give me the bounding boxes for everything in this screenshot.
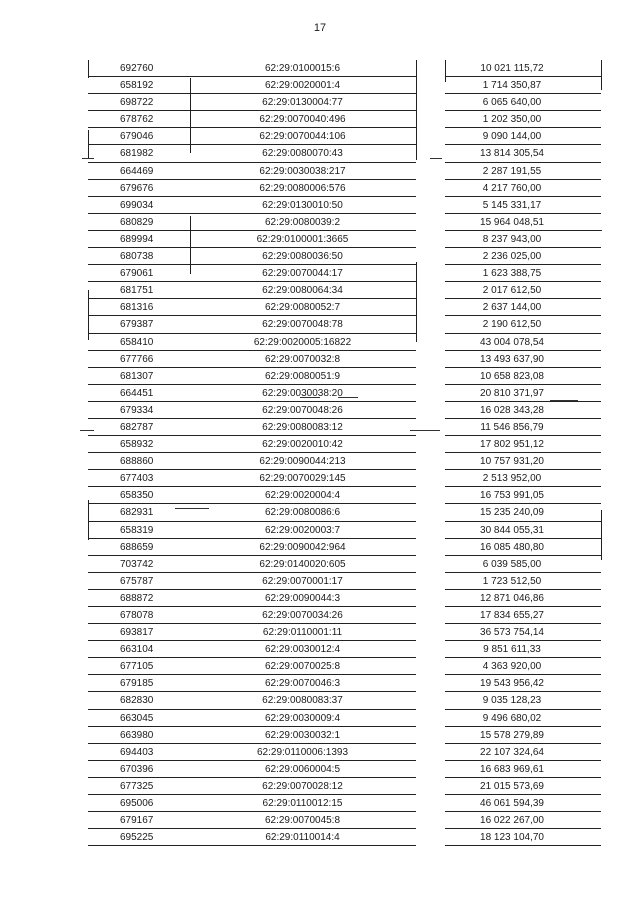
cadastral-number: 62:29:0110001:11 [262,627,343,639]
table-row [0,385,640,402]
cadastral-value: 13 493 637,90 [480,353,544,365]
cadastral-number: 62:29:0020001:4 [264,80,341,92]
cadastral-value: 16 683 969,61 [480,763,544,775]
cadastral-value: 21 015 573,69 [480,780,544,792]
row-id: 663045 [120,712,154,724]
row-id: 679061 [120,268,154,280]
cadastral-number: 62:29:0070048:78 [262,319,343,331]
row-id: 670396 [120,763,154,775]
cadastral-number: 62:29:0110014:4 [265,832,340,844]
table-row [0,504,640,521]
cadastral-number: 62:29:0030038:217 [259,165,346,177]
cadastral-value: 4 363 920,00 [482,661,542,673]
table-row [0,744,640,761]
cadastral-number: 62:29:0080052:7 [264,302,341,314]
table-row [0,795,640,812]
row-id: 681982 [120,148,154,160]
row-id: 664451 [120,387,154,399]
cadastral-value: 2 637 144,00 [482,302,542,314]
cadastral-number: 62:29:0060004:5 [264,763,341,775]
row-id: 692760 [120,63,154,74]
cadastral-value: 1 202 350,00 [482,114,542,126]
row-id: 658350 [120,490,154,502]
cadastral-number: 62:29:0110012:15 [262,798,343,810]
cadastral-value: 20 810 371,97 [480,387,544,399]
cadastral-value: 15 235 240,09 [480,507,544,519]
row-id: 678078 [120,610,154,621]
cadastral-value: 6 065 640,00 [482,97,542,109]
cadastral-value: 43 004 078,54 [480,336,544,348]
row-id: 695006 [120,798,154,810]
cadastral-value: 15 964 048,51 [480,216,544,228]
cadastral-value: 15 578 279,89 [480,729,544,741]
cadastral-number: 62:29:0070046:3 [264,678,341,690]
cadastral-value: 9 851 611,33 [483,644,541,656]
table-row [0,487,640,504]
cadastral-number: 62:29:0080051:9 [264,370,341,382]
table-row [0,145,640,162]
cadastral-number: 62:29:0130004:77 [262,97,343,109]
table-row [0,419,640,436]
cadastral-number: 62:29:0070040:496 [259,114,346,126]
cadastral-value: 16 028 343,28 [480,404,544,416]
table-row [0,812,640,829]
cadastral-value: 46 061 594,39 [480,798,544,810]
table-row [0,231,640,248]
row-id: 677403 [120,473,154,485]
table-row [0,248,640,265]
row-id: 678762 [120,114,154,126]
table-row [0,624,640,641]
cadastral-value: 17 834 655,27 [480,610,544,621]
row-id: 698722 [120,97,154,109]
row-id: 688659 [120,541,154,553]
cadastral-number: 62:29:0080083:37 [262,695,343,707]
cadastral-value: 9 496 680,02 [482,712,542,724]
row-id: 658932 [120,439,154,451]
cadastral-value: 10 658 823,08 [480,370,544,382]
table-row [0,658,640,675]
row-id: 679167 [120,815,154,827]
row-id: 679185 [120,678,154,690]
row-id: 681751 [120,285,154,297]
cadastral-number: 62:29:0070029:145 [259,473,346,485]
row-id: 680829 [120,216,154,228]
cadastral-number: 62:29:0080064:34 [262,285,343,297]
cadastral-value: 18 123 104,70 [480,832,544,844]
row-id: 682931 [120,507,154,519]
row-id: 693817 [120,627,154,639]
cadastral-number: 62:29:0030038:20 [262,387,343,399]
table-row [0,197,640,214]
cadastral-value: 19 543 956,42 [480,678,544,690]
cadastral-value: 9 035 128,23 [482,695,542,707]
table-row [0,163,640,180]
cadastral-number: 62:29:0070032:8 [264,353,341,365]
table-row [0,727,640,744]
cadastral-number: 62:29:0090042:964 [259,541,346,553]
cadastral-number: 62:29:0030009:4 [264,712,341,724]
cadastral-number: 62:29:0070001:17 [262,575,343,587]
cadastral-number: 62:29:0020005:16822 [253,336,352,348]
cadastral-number: 62:29:0020010:42 [262,439,343,451]
cadastral-number: 62:29:0080006:576 [259,182,346,194]
cadastral-value: 36 573 754,14 [480,627,544,639]
table-row [0,522,640,539]
row-rule [445,845,601,846]
cadastral-value: 30 844 055,31 [480,524,544,536]
row-id: 677766 [120,353,154,365]
row-id: 689994 [120,233,154,245]
cadastral-number: 62:29:0070045:8 [264,815,341,827]
row-id: 694403 [120,746,154,758]
cadastral-number: 62:29:0070034:26 [262,610,343,621]
row-id: 680738 [120,251,154,263]
row-id: 679676 [120,182,154,194]
table-row [0,299,640,316]
cadastral-number: 62:29:0030012:4 [264,644,341,656]
row-id: 695225 [120,832,154,844]
cadastral-number: 62:29:0070028:12 [262,780,343,792]
cadastral-value: 10 757 931,20 [480,456,544,468]
cadastral-number: 62:29:0080083:12 [262,421,343,433]
cadastral-number: 62:29:0080070:43 [262,148,343,160]
row-id: 688860 [120,456,154,468]
table-row [0,692,640,709]
row-id: 699034 [120,199,154,211]
table-row [0,77,640,94]
cadastral-value: 6 039 585,00 [482,558,542,570]
table-row [0,761,640,778]
table-row [0,829,640,846]
row-id: 679046 [120,131,154,143]
cadastral-value: 1 723 512,50 [482,575,542,587]
cadastral-value: 13 814 305,54 [480,148,544,160]
cadastral-value: 1 623 388,75 [482,268,542,280]
row-id: 658192 [120,80,154,92]
cadastral-value: 9 090 144,00 [482,131,542,143]
cadastral-number: 62:29:0080086:6 [264,507,341,519]
cadastral-value: 4 217 760,00 [482,182,542,194]
cadastral-value: 2 513 952,00 [482,473,542,485]
table-row [0,607,640,624]
row-id: 682787 [120,421,154,433]
row-id: 675787 [120,575,154,587]
cadastral-value: 8 237 943,00 [482,233,542,245]
table-row [0,94,640,111]
table-row [0,402,640,419]
cadastral-number: 62:29:0020004:4 [264,490,341,502]
table-row [0,539,640,556]
table-row [0,590,640,607]
table-row [0,111,640,128]
table-row [0,675,640,692]
cadastral-number: 62:29:0080039:2 [264,216,341,228]
cadastral-number: 62:29:0100015:6 [264,63,341,74]
cadastral-number: 62:29:0090044:213 [259,456,346,468]
row-id: 681307 [120,370,154,382]
page-number: 17 [313,22,327,34]
row-id: 679387 [120,319,154,331]
row-id: 688872 [120,592,154,604]
cadastral-value: 1 714 350,87 [482,80,542,92]
cadastral-value: 12 871 046,86 [480,592,544,604]
cadastral-value: 17 802 951,12 [480,439,544,451]
table-row [0,265,640,282]
cadastral-value: 16 022 267,00 [480,815,544,827]
table-row [0,436,640,453]
row-id: 663104 [120,644,154,656]
table-row [0,334,640,351]
table-row [0,214,640,231]
cadastral-number: 62:29:0020003:7 [264,524,341,536]
cadastral-number: 62:29:0100001:3665 [256,233,349,245]
cadastral-value: 16 753 991,05 [480,490,544,502]
table-row [0,128,640,145]
cadastral-number: 62:29:0080036:50 [262,251,343,263]
row-id: 703742 [120,558,154,570]
cadastral-number: 62:29:0070044:106 [259,131,346,143]
cadastral-number: 62:29:0140020:605 [259,558,346,570]
row-id: 658410 [120,336,154,348]
cadastral-value-table [0,60,640,846]
cadastral-value: 2 017 612,50 [482,285,542,297]
row-id: 679334 [120,404,154,416]
row-id: 677105 [120,661,154,673]
row-rule [88,845,190,846]
table-row [0,470,640,487]
cadastral-value: 2 287 191,55 [482,165,542,177]
table-row [0,282,640,299]
cadastral-number: 62:29:0070044:17 [262,268,343,280]
table-row [0,180,640,197]
row-id: 663980 [120,729,154,741]
cadastral-value: 11 546 856,79 [480,421,544,433]
cadastral-number: 62:29:0070025:8 [264,661,341,673]
cadastral-value: 10 021 115,72 [480,63,544,74]
row-id: 677325 [120,780,154,792]
cadastral-value: 2 236 025,00 [482,251,542,263]
table-row [0,778,640,795]
cadastral-value: 2 190 612,50 [482,319,542,331]
table-row [0,641,640,658]
table-row [0,573,640,590]
row-id: 682830 [120,695,154,707]
cadastral-number: 62:29:0030032:1 [264,729,341,741]
row-id: 681316 [120,302,154,314]
table-row [0,710,640,727]
table-row [0,368,640,385]
cadastral-number: 62:29:0090044:3 [264,592,341,604]
table-row [0,351,640,368]
cadastral-number: 62:29:0070048:26 [262,404,343,416]
table-row [0,316,640,333]
table-row [0,60,640,77]
cadastral-number: 62:29:0110006:1393 [256,746,348,758]
row-rule [190,845,416,846]
row-id: 664469 [120,165,154,177]
cadastral-value: 22 107 324,64 [480,746,544,758]
table-row [0,556,640,573]
table-row [0,453,640,470]
cadastral-number: 62:29:0130010:50 [262,199,343,211]
cadastral-value: 5 145 331,17 [482,199,542,211]
cadastral-value: 16 085 480,80 [480,541,544,553]
row-id: 658319 [120,524,154,536]
